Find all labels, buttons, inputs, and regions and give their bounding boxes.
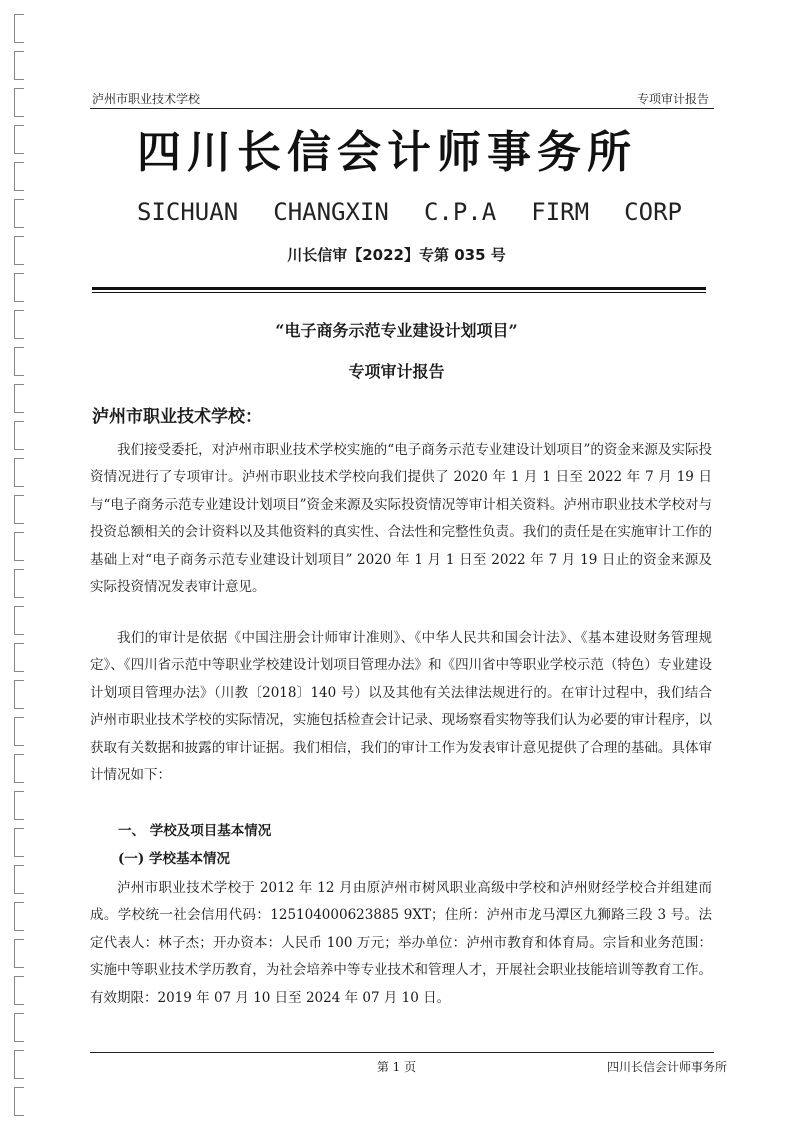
footer-rule bbox=[90, 1052, 714, 1053]
header-rule bbox=[90, 108, 714, 109]
subsection-heading: (一) 学校基本情况 bbox=[118, 851, 230, 867]
binding-marks bbox=[14, 14, 26, 1114]
title-rule-thick bbox=[92, 287, 706, 290]
firm-name-english bbox=[137, 198, 682, 226]
paragraph-school-info: 泸州市职业技术学校于 2012 年 12 月由原泸州市树风职业高级中学校和泸州财经学校合并组建而成。学校统一社会信用代码：125104000623885 9XT；住所：泸州市龙马潭区九狮路三段 3 号。法定代表人：林子杰；开办资本：人民币 100 万元；举办单位：泸州市教育和体育局。宗旨和业务范围：实施中等职业技术学历教育，为社会培养中等专业技术和管理人才，开展社会职业技能培训等教育工作。有效期限：2019 年 07 月 10 日至 2024 年 07 月 10 日。 bbox=[90, 880, 712, 1006]
firm-name-chinese: 四川长信会计师事务所 bbox=[137, 127, 637, 178]
report-title-project: “电子商务示范专业建设计划项目” bbox=[275, 321, 518, 340]
document-number: 川长信审【2022】专第 035 号 bbox=[287, 246, 506, 264]
firm-en-word: FIRM bbox=[531, 198, 590, 226]
firm-en-word: CORP bbox=[624, 198, 682, 226]
footer-firm-name: 四川长信会计师事务所 bbox=[606, 1060, 727, 1074]
header-school-name: 泸州市职业技术学校 bbox=[92, 92, 201, 106]
paragraph-engagement: 我们接受委托，对泸州市职业技术学校实施的“电子商务示范专业建设计划项目”的资金来源及实际投资情况进行了专项审计。泸州市职业技术学校向我们提供了 2020 年 1 月 1 日至 2022 年 7 月 19 日与“电子商务示范专业建设计划项目”资金来源及实际投资情况等审计相关资料。泸州市职业技术学校对与投资总额相关的会计资料以及其他资料的真实性、合法性和完整性负责。我们的责任是在实施审计工作的基础上对“电子商务示范专业建设计划项目” 2020 年 1 月 1 日至 2022 年 7 月 19 日止的资金来源及实际投资情况发表审计意见。 bbox=[90, 442, 712, 596]
firm-en-word: CHANGXIN bbox=[273, 198, 389, 226]
report-title: 专项审计报告 bbox=[348, 362, 445, 381]
header-report-type: 专项审计报告 bbox=[636, 92, 709, 106]
addressee: 泸州市职业技术学校： bbox=[92, 407, 262, 427]
section-heading: 一、 学校及项目基本情况 bbox=[118, 823, 272, 839]
page-number: 第 1 页 bbox=[376, 1060, 417, 1074]
firm-en-word: SICHUAN bbox=[137, 198, 239, 226]
firm-en-word: C.P.A bbox=[423, 198, 497, 226]
paragraph-basis: 我们的审计是依据《中国注册会计师审计准则》、《中华人民共和国会计法》、《基本建设财务管理规定》、《四川省示范中等职业学校建设计划项目管理办法》和《四川省中等职业学校示范（特色）专业建设计划项目管理办法》（川教〔2018〕140 号）以及其他有关法律法规进行的。在审计过程中，我们结合泸州市职业技术学校的实际情况，实施包括检查会计记录、现场察看实物等我们认为必要的审计程序，以获取有关数据和披露的审计证据。我们相信，我们的审计工作为发表审计意见提供了合理的基础。具体审计情况如下： bbox=[90, 630, 712, 784]
title-rule-thin bbox=[92, 292, 706, 293]
